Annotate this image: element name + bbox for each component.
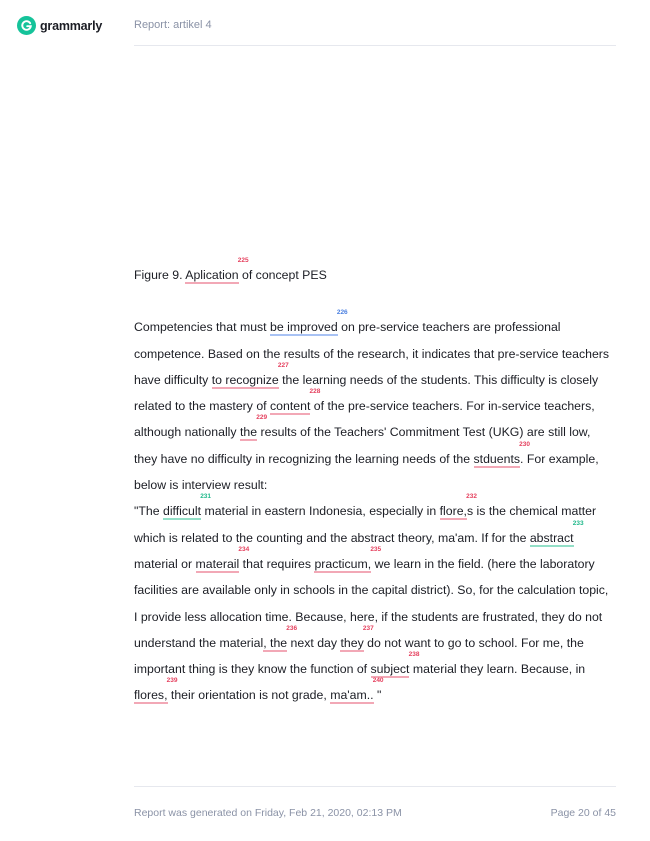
flagged-word: difficult [162, 504, 202, 519]
flagged-word: to recognize [211, 372, 279, 387]
issue-highlight[interactable] [134, 677, 178, 704]
text-run: results of the Teachers' Commitment Test (UKG) are still low, they have no difficulty in recognizing the learning needs of the [134, 425, 591, 466]
issue-marker: 238 [408, 651, 420, 659]
issue-marker: 235 [370, 545, 382, 553]
text-run: material in eastern Indonesia, especially in [201, 504, 440, 519]
figure-caption [134, 257, 614, 288]
issue-highlight[interactable] [239, 414, 268, 441]
flagged-word: stduents [473, 451, 521, 466]
text-run: . For example, below is interview result: [134, 451, 599, 493]
issue-marker: 231 [200, 493, 212, 501]
issue-highlight[interactable] [439, 493, 477, 520]
text-run: Figure 9. [134, 268, 186, 282]
text-run: of concept PES [238, 268, 327, 282]
text-run: s is the chemical matter which is related to the counting and the abstract theory, ma'am. If for the [134, 504, 597, 545]
text-run: the learning needs of the students. This difficulty is closely related to the mastery of [134, 372, 599, 414]
issue-highlight[interactable] [263, 624, 298, 652]
paragraph [134, 309, 614, 501]
issue-marker: 232 [466, 493, 477, 501]
issue-highlight[interactable] [211, 361, 289, 389]
flagged-word: flores, [134, 688, 168, 703]
issue-marker: 230 [519, 440, 531, 448]
report-generated-date: Report was generated on Friday, Feb 21, 2020, 02:13 PM [134, 807, 402, 819]
issue-marker: 234 [238, 545, 250, 553]
header-divider [134, 45, 616, 46]
text-run: of the pre-service teachers. For in-service teachers, although nationally [134, 399, 595, 440]
text-run: material they learn. Because, in [409, 662, 586, 677]
issue-highlight[interactable] [330, 677, 384, 704]
flagged-word: ma'am.. [330, 688, 374, 703]
issue-marker: 240 [372, 677, 384, 685]
flagged-word: materail [195, 556, 240, 571]
issue-highlight[interactable] [270, 388, 321, 415]
issue-highlight[interactable] [270, 309, 348, 336]
text-run: their orientation is not grade, [167, 688, 331, 703]
issue-marker: 229 [256, 414, 268, 422]
issue-highlight[interactable] [314, 545, 382, 573]
issue-marker: 226 [336, 309, 348, 317]
flagged-word: be improved [270, 320, 338, 335]
issue-marker: 237 [362, 624, 374, 632]
text-run: Competencies that must [134, 320, 271, 335]
text-run: do not want to go to school. For me, the important thing is they know the function of [134, 635, 584, 677]
brand-name: grammarly [40, 18, 103, 33]
flagged-word: content [270, 399, 311, 414]
issue-marker: 236 [286, 624, 298, 632]
issue-highlight[interactable] [340, 624, 374, 652]
document-content [134, 257, 614, 709]
issue-highlight[interactable] [185, 257, 249, 284]
issue-marker: 225 [237, 257, 249, 264]
flagged-word: the [239, 425, 258, 440]
issue-highlight[interactable] [162, 493, 212, 520]
footer-divider [134, 786, 616, 787]
text-run: next day [287, 635, 341, 650]
text-run: that requires [239, 556, 315, 571]
text-run: " [373, 688, 382, 703]
flagged-word: practicum, [314, 556, 372, 571]
issue-marker: 239 [166, 677, 178, 685]
text-run: on pre-service teachers are professional competence. Based on the results of the research, it indicates that pre-service teachers have difficulty [134, 320, 610, 387]
issue-marker: 233 [572, 519, 584, 527]
issue-highlight[interactable] [529, 519, 584, 547]
report-title: Report: artikel 4 [134, 19, 212, 31]
issue-highlight[interactable] [370, 651, 420, 678]
issue-highlight[interactable] [195, 545, 250, 573]
page-number: Page 20 of 45 [550, 807, 616, 819]
text-run: we learn in the field. (here the laboratory facilities are available only in schools in the capital district). So, for the calculation topic, I provide less allocation time. Because, here, if the students are frustrated, they do not understand the material [134, 556, 609, 650]
text-run: "The [134, 504, 163, 519]
flagged-word: , the [263, 635, 288, 650]
flagged-word: flore, [439, 504, 467, 519]
flagged-word: they [340, 635, 364, 650]
grammarly-g-icon [17, 16, 36, 35]
flagged-word: Aplication [185, 268, 239, 282]
issue-marker: 228 [309, 388, 321, 396]
issue-marker: 227 [277, 361, 289, 369]
issue-highlight[interactable] [473, 440, 531, 468]
flagged-word: subject [370, 662, 410, 677]
grammarly-logo [17, 16, 102, 35]
flagged-word: abstract [529, 530, 574, 545]
text-run: material or [134, 556, 196, 571]
paragraph [134, 493, 614, 708]
